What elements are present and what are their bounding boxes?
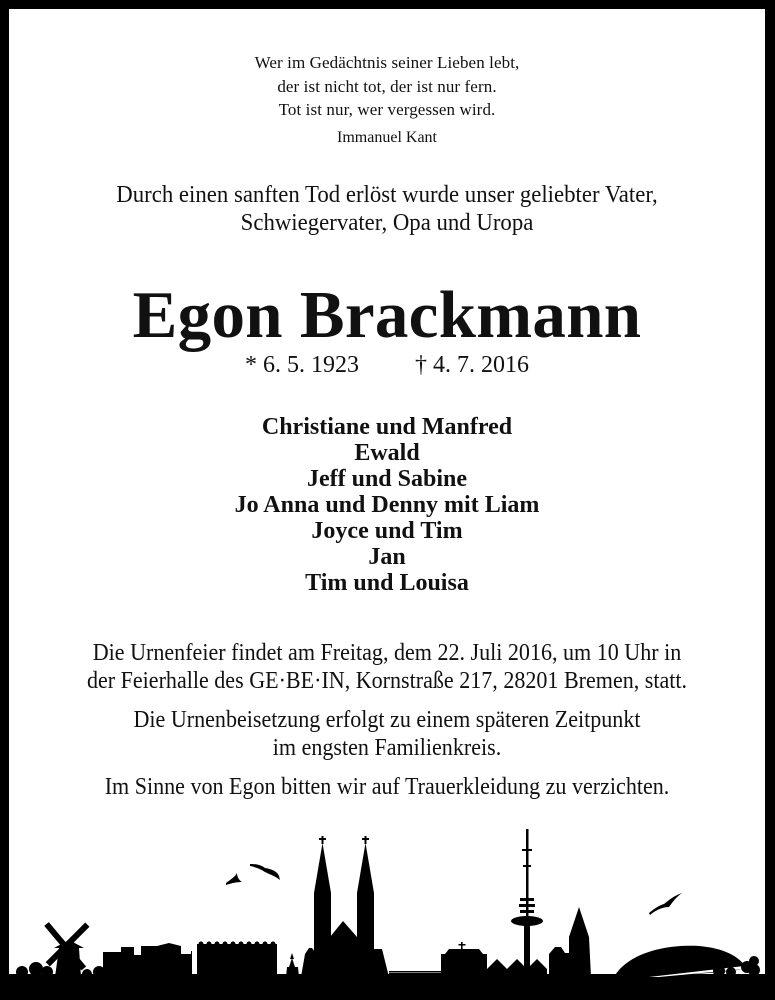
building-icon [441,942,487,977]
town-musicians-icon [286,953,299,977]
birth-date: * 6. 5. 1923 [245,352,359,378]
seagull-icon [226,864,682,915]
ceremony-line: der Feierhalle des GE·BE·IN, Kornstraße 217, 28201 Bremen, statt. [86,667,688,694]
burial-notice [47,706,727,762]
ceremony-notice [47,639,727,695]
mourner-entry: Jan [368,544,406,570]
quote-line: Wer im Gedächtnis seiner Lieben lebt, [254,53,520,72]
mourners-list [9,414,765,596]
quote-author: Immanuel Kant [337,129,437,146]
mourner-entry: Ewald [354,440,420,466]
city-skyline-illustration [9,809,765,981]
intro-line: Durch einen sanften Tod erlöst wurde unser geliebter Vater, [116,181,658,208]
attire-request: Im Sinne von Egon bitten wir auf Trauerkleidung zu verzichten. [104,773,670,800]
science-center-icon [614,946,745,977]
mourner-entry: Christiane und Manfred [261,414,513,440]
life-dates [9,352,765,379]
deceased-name: Egon Brackmann [132,278,642,352]
epigraph-quote [9,51,765,122]
burial-line: Die Urnenbeisetzung erfolgt zu einem späteren Zeitpunkt [133,706,641,733]
tv-tower-icon [511,829,543,977]
ceremony-line: Die Urnenfeier findet am Freitag, dem 22. Juli 2016, um 10 Uhr in [92,639,682,666]
quote-line: Tot ist nur, wer vergessen wird. [278,100,496,119]
intro-text [35,181,738,237]
mourner-entry: Jeff und Sabine [306,466,468,492]
mourner-entry: Joyce und Tim [311,518,463,544]
church-spire-icon [549,907,591,977]
mourner-entry: Tim und Louisa [305,570,469,596]
obituary-notice [9,9,765,981]
burial-line: im engsten Familienkreis. [272,734,502,761]
quote-line: der ist nicht tot, der ist nur fern. [277,76,497,96]
death-date: † 4. 7. 2016 [415,352,529,378]
cathedral-icon [301,836,389,977]
intro-line: Schwiegervater, Opa und Uropa [240,209,534,236]
mourner-entry: Jo Anna und Denny mit Liam [234,492,540,518]
